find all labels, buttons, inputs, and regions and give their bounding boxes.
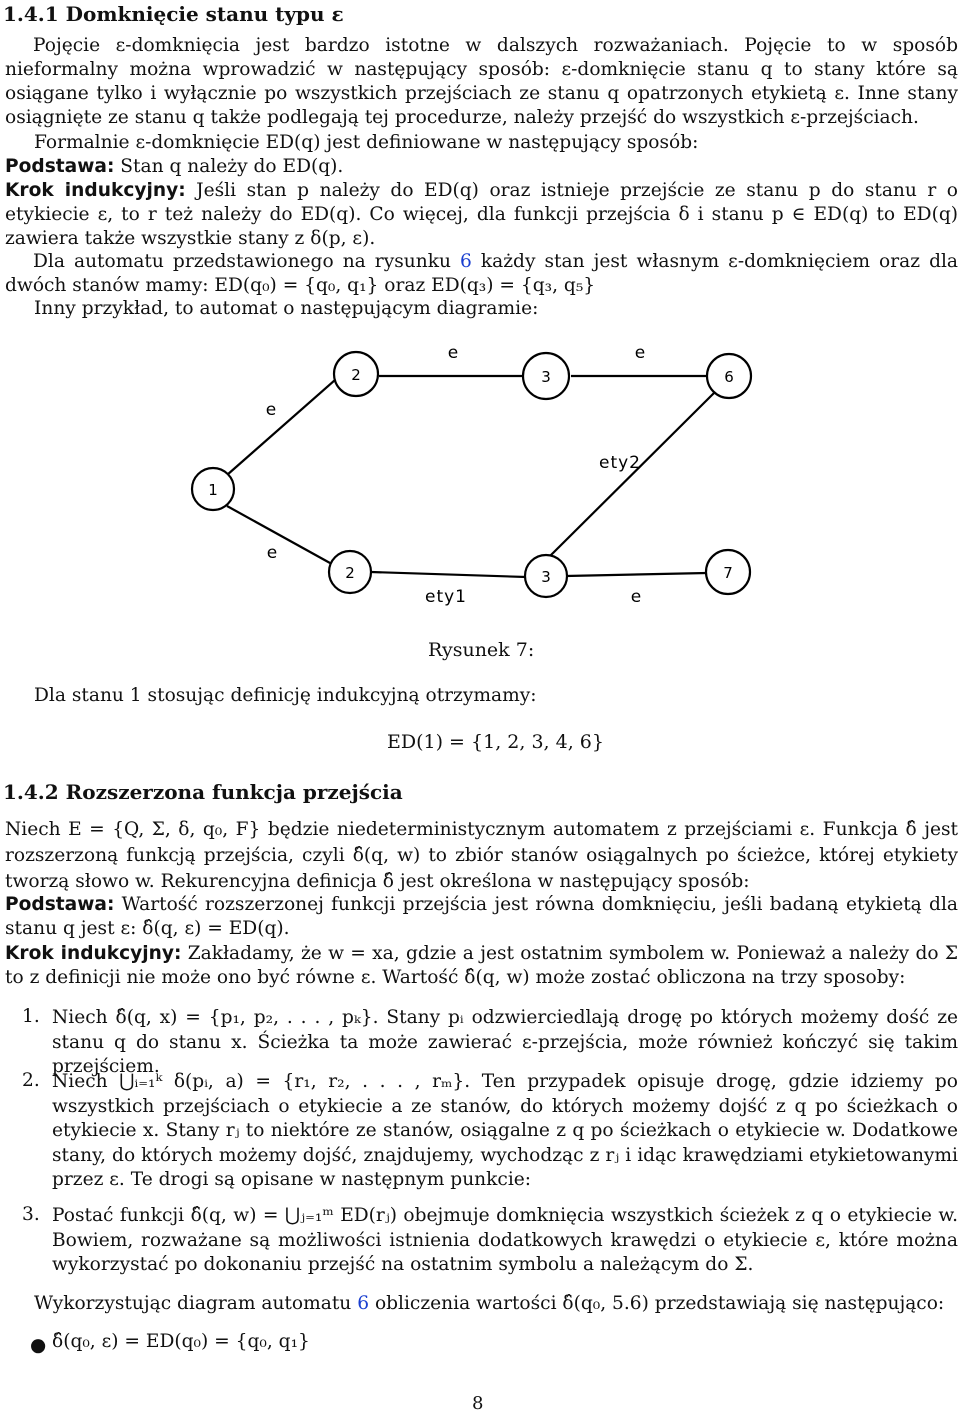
example-formula: ED(1) = {1, 2, 3, 4, 6} — [387, 731, 604, 753]
edge-3b-6 — [550, 393, 714, 556]
edge-1-2a — [227, 380, 335, 475]
paragraph-other-example: Inny przykład, to automat o następującym diagramie: — [34, 298, 539, 319]
edge-label-2b-3b: ety1 — [424, 587, 468, 607]
basis-label: Podstawa: — [5, 156, 115, 177]
list-item: Niech δ̂(q, x) = {p₁, p₂, . . . , pₖ}. Stany pᵢ odzwierciedlają drogę po których możemy dość ze stanu q do stanu x. Ścieżka ta może zawierać ε-przejścia, może również kończyć się takim przejściem. — [52, 1007, 958, 1077]
example-text-b: każdy stan jest własnym ε-domknięciem oraz dla dwóch stanów mamy: ED(q₀) = {q₀, q₁} oraz ED(q₃) = {q₃, q₅} — [5, 251, 959, 296]
basis-definition — [5, 156, 343, 177]
automaton-diagram — [0, 320, 960, 630]
node-label-7: 7 — [723, 564, 733, 582]
figure-ref-link[interactable]: 6 — [460, 251, 472, 272]
paragraph-extended-function: Niech E = {Q, Σ, δ, q₀, F} będzie niedeterministycznym automatem z przejściami ε. Funkcja δ̂ jest rozszerzoną funkcją przejścia, czyli δ̂(q, w) to zbiór stanów osiągalnych po ścieżce, której etykiety tworzą słowo w. Rekurencyjna definicja δ̂ jest określona w następujący sposób: — [5, 819, 958, 892]
inductive-step — [5, 179, 958, 251]
node-label-1: 1 — [208, 481, 218, 499]
list-item: Niech ⋃ᵢ₌₁ᵏ δ(pᵢ, a) = {r₁, r₂, . . . , rₘ}. Ten przypadek opisuje drogę, gdzie idziemy po wszystkich przejściach o etykiecie a ze stanów, do których możemy dojść z q po ścieżkach o etykiecie x. Stany rⱼ to niektóre ze stanów, osiągalne z q po ścieżkach o etykiecie w. Dodatkowe stany, do których możemy dojść, znajdujemy, wychodząc z rⱼ i idąc krawędziami etykietowanymi przez ε. Te drogi są opisane w następnym punkcie: — [52, 1071, 958, 1190]
basis-extended-text: Wartość rozszerzonej funkcji przejścia jest równa domknięciu, jeśli badaną etykietą dla stanu q jest ε: δ̂(q, ε) = ED(q). — [5, 894, 958, 939]
example-intro: Dla stanu 1 stosując definicję indukcyjną otrzymamy: — [34, 685, 537, 706]
section-title-141: 1.4.1 Domknięcie stanu typu ε — [3, 2, 344, 26]
node-label-2a: 2 — [351, 366, 361, 384]
figure-caption: Rysunek 7: — [428, 639, 535, 661]
node-label-2b: 2 — [345, 564, 355, 582]
basis-extended-label: Podstawa: — [5, 894, 115, 915]
step-label: Krok indukcyjny: — [5, 180, 186, 201]
edge-3b-7 — [566, 573, 707, 576]
step-text: Jeśli stan p należy do ED(q) oraz istnieje przejście ze stanu p do stanu r o etykiecie ε, to r też należy do ED(q). Co więcej, dla funkcji przejścia δ i stanu p ∈ ED(q) to ED(q) zawiera także wszystkie stany z δ(p, ε). — [5, 180, 958, 249]
figure-ref-link[interactable]: 6 — [357, 1293, 370, 1314]
paragraph-intro: Pojęcie ε-domknięcia jest bardzo istotne w dalszych rozważaniach. Pojęcie to w sposób nieformalny można wprowadzić w następujący sposób: ε-domknięcie stanu q to stany które są osiągane tylko i wyłącznie po wszystkich przejściach ze stanu q opatrzonych etykietą ε. Inne stany osiągnięte ze stanu q także podlegają tej procedurze, należy przejść do wszystkich ε-przejściach. — [5, 35, 958, 128]
example-text-a: Dla automatu przedstawionego na rysunku — [33, 251, 460, 272]
step-extended-label: Krok indukcyjny: — [5, 943, 182, 964]
list-item: Postać funkcji δ̂(q, w) = ⋃ⱼ₌₁ᵐ ED(rⱼ) obejmuje domknięcia wszystkich ścieżek z q o etykiecie w. Bowiem, rozważane są możliwości istnienia dodatkowych krawędzi o etykiecie ε, które można wykorzystać po dokonaniu przejść na ostatnim symbolu a należącym do Σ. — [52, 1205, 958, 1275]
computation-text-b: obliczenia wartości δ̂(q₀, 5.6) przedstawiają się następująco: — [369, 1293, 945, 1314]
bullet-item: δ̂(q₀, ε) = ED(q₀) = {q₀, q₁} — [52, 1331, 310, 1352]
computation-text-a: Wykorzystując diagram automatu — [34, 1293, 358, 1314]
edge-label-3b-7: e — [630, 587, 642, 607]
edge-label-3b-6: ety2 — [598, 453, 642, 473]
inductive-step-extended — [5, 942, 958, 990]
paragraph-example — [5, 250, 958, 298]
edge-label-1-2b: e — [266, 543, 278, 563]
bullet-icon: ● — [30, 1335, 47, 1356]
section-title-142: 1.4.2 Rozszerzona funkcja przejścia — [3, 780, 403, 804]
step-extended-text: Zakładamy, że w = xa, gdzie a jest ostatnim symbolem w. Ponieważ a należy do Σ to z definicji nie może ono być równe ε. Wartość δ̂(q, w) może zostać obliczona na trzy sposoby: — [5, 943, 958, 988]
basis-extended — [5, 893, 958, 941]
node-label-3a: 3 — [541, 368, 551, 386]
page-number: 8 — [472, 1393, 484, 1414]
list-item-number: 2. — [22, 1070, 40, 1091]
edge-label-3a-6: e — [634, 343, 646, 363]
paragraph-formal: Formalnie ε-domknięcie ED(q) jest definiowane w następujący sposób: — [34, 132, 699, 153]
paragraph-computation — [34, 1293, 944, 1314]
edge-1-2b — [227, 506, 330, 563]
edge-label-1-2a: e — [265, 400, 277, 420]
list-item-number: 1. — [22, 1006, 40, 1027]
node-label-6: 6 — [724, 368, 734, 386]
edge-label-2a-3a: e — [447, 343, 459, 363]
edge-2b-3b — [371, 572, 526, 577]
node-label-3b: 3 — [541, 568, 551, 586]
list-item-number: 3. — [22, 1204, 40, 1225]
basis-text: Stan q należy do ED(q). — [114, 156, 344, 177]
